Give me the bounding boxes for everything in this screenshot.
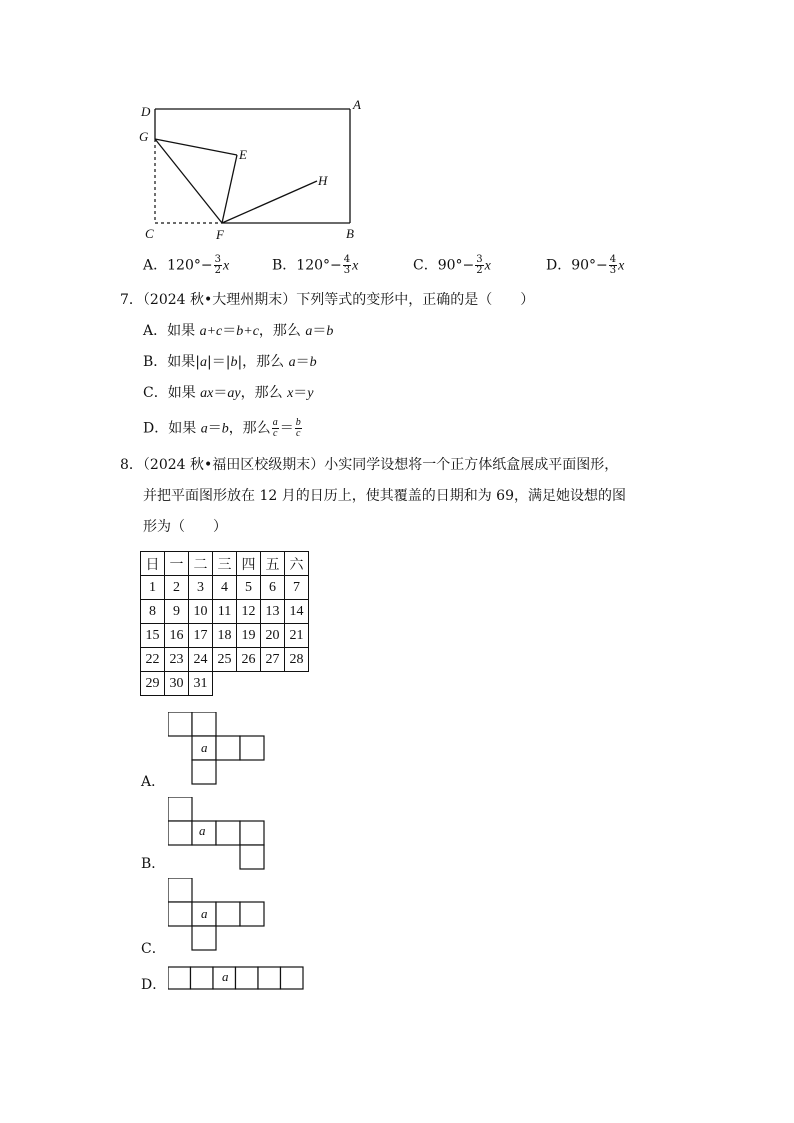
q8-stem-line-3: 形为（ ） xyxy=(143,519,227,535)
q6-option-D[interactable]: D．90°− $\frac{4}{3}$ x xyxy=(546,254,625,276)
segment-EF xyxy=(222,155,237,223)
calendar-cell-empty xyxy=(237,672,261,696)
segment-GF xyxy=(155,139,222,223)
q8-stem-line-2: 并把平面图形放在 12 月的日历上，使其覆盖的日期和为 69，满足她设想的图 xyxy=(143,488,626,504)
q8-option-A-label[interactable]: A． xyxy=(141,774,166,790)
net-square xyxy=(216,736,240,760)
calendar-cell: 19 xyxy=(237,624,261,648)
net-square xyxy=(216,821,240,845)
calendar-cell: 11 xyxy=(213,600,237,624)
calendar-header-row xyxy=(141,552,309,576)
net-square xyxy=(240,821,264,845)
calendar-header-cell: 五 xyxy=(261,552,285,576)
calendar-cell: 5 xyxy=(237,576,261,600)
calendar-header-cell: 六 xyxy=(285,552,309,576)
calendar-cell: 18 xyxy=(213,624,237,648)
net-square xyxy=(168,712,192,736)
calendar-header-cell: 日 xyxy=(141,552,165,576)
net-square xyxy=(281,967,304,989)
net-square xyxy=(168,797,192,821)
net-square xyxy=(216,902,240,926)
point-label-C: C xyxy=(145,226,154,241)
calendar-cell: 24 xyxy=(189,648,213,672)
calendar-cell: 7 xyxy=(285,576,309,600)
point-label-H: H xyxy=(318,173,328,188)
q8-option-B-label[interactable]: B． xyxy=(141,856,166,872)
geometry-figure xyxy=(135,95,375,245)
q6-option-B[interactable]: B．120°− $\frac{4}{3}$ x xyxy=(272,254,359,276)
net-square xyxy=(168,878,192,902)
calendar-cell: 4 xyxy=(213,576,237,600)
point-label-D: D xyxy=(141,104,151,119)
net-square xyxy=(168,821,192,845)
q7-option-C[interactable]: C．如果 ax＝ay，那么 x＝y xyxy=(143,385,314,401)
net-B-letter: a xyxy=(199,823,206,838)
calendar-row xyxy=(141,600,309,624)
net-square xyxy=(236,967,259,989)
calendar-cell-empty xyxy=(213,672,237,696)
calendar-header-cell: 一 xyxy=(165,552,189,576)
point-label-F: F xyxy=(216,227,224,242)
q7-option-A[interactable]: A．如果 a+c＝b+c，那么 a＝b xyxy=(143,323,334,339)
q6-option-A[interactable]: A．120°− $\frac{3}{2}$ x xyxy=(143,254,230,276)
calendar-cell: 16 xyxy=(165,624,189,648)
net-square xyxy=(240,902,264,926)
calendar-header-cell: 三 xyxy=(213,552,237,576)
q8-stem-line-1: 8．（2024 秋•福田区校级期末）小实同学设想将一个正方体纸盒展成平面图形， xyxy=(120,457,619,473)
calendar-cell: 29 xyxy=(141,672,165,696)
calendar-cell: 20 xyxy=(261,624,285,648)
calendar-cell: 22 xyxy=(141,648,165,672)
calendar-cell: 9 xyxy=(165,600,189,624)
net-square xyxy=(168,902,192,926)
calendar-row xyxy=(141,576,309,600)
point-label-E: E xyxy=(239,147,247,162)
calendar-cell: 26 xyxy=(237,648,261,672)
net-D-letter: a xyxy=(222,969,229,984)
calendar-cell: 3 xyxy=(189,576,213,600)
point-label-G: G xyxy=(139,129,149,144)
net-A-letter: a xyxy=(201,740,208,755)
net-option-C[interactable] xyxy=(168,878,268,952)
calendar-cell: 1 xyxy=(141,576,165,600)
calendar-cell: 25 xyxy=(213,648,237,672)
calendar-row xyxy=(141,648,309,672)
net-square xyxy=(240,736,264,760)
calendar-cell: 21 xyxy=(285,624,309,648)
calendar-cell: 23 xyxy=(165,648,189,672)
q7-option-D[interactable]: D．如果 a＝b，那么 $\frac{a}{c}$ ＝ $\frac{b}{c}$ xyxy=(143,417,301,439)
calendar-cell: 31 xyxy=(189,672,213,696)
calendar-header-cell: 四 xyxy=(237,552,261,576)
net-C-letter: a xyxy=(201,906,208,921)
net-option-B[interactable] xyxy=(168,797,268,871)
calendar-cell: 2 xyxy=(165,576,189,600)
point-label-A: A xyxy=(353,97,361,112)
net-square xyxy=(192,926,216,950)
calendar-cell: 14 xyxy=(285,600,309,624)
net-option-D[interactable] xyxy=(168,966,306,992)
net-square xyxy=(192,712,216,736)
point-label-B: B xyxy=(346,226,354,241)
calendar-row xyxy=(141,672,309,696)
calendar-cell: 8 xyxy=(141,600,165,624)
calendar-cell: 10 xyxy=(189,600,213,624)
calendar-cell: 30 xyxy=(165,672,189,696)
net-square xyxy=(191,967,214,989)
calendar-cell: 13 xyxy=(261,600,285,624)
calendar-header-cell: 二 xyxy=(189,552,213,576)
q7-option-B[interactable]: B．如果|a|＝|b|，那么 a＝b xyxy=(143,354,317,370)
net-square xyxy=(192,760,216,784)
segment-FH xyxy=(222,181,317,223)
net-square xyxy=(240,845,264,869)
net-square xyxy=(168,967,191,989)
calendar-cell: 12 xyxy=(237,600,261,624)
q8-option-C-label[interactable]: C． xyxy=(141,941,166,957)
calendar-cell: 28 xyxy=(285,648,309,672)
calendar-cell: 6 xyxy=(261,576,285,600)
calendar-table xyxy=(140,551,309,696)
q7-stem: 7．（2024 秋•大理州期末）下列等式的变形中，正确的是（ ） xyxy=(120,292,535,308)
net-option-A[interactable] xyxy=(168,712,268,786)
q8-option-D-label[interactable]: D． xyxy=(141,977,167,993)
q6-option-C[interactable]: C．90°− $\frac{3}{2}$ x xyxy=(413,254,491,276)
net-square xyxy=(258,967,281,989)
calendar-cell-empty xyxy=(285,672,309,696)
calendar-cell: 15 xyxy=(141,624,165,648)
segment-GE xyxy=(155,139,237,155)
calendar-row xyxy=(141,624,309,648)
calendar-cell-empty xyxy=(261,672,285,696)
calendar-cell: 17 xyxy=(189,624,213,648)
calendar-cell: 27 xyxy=(261,648,285,672)
